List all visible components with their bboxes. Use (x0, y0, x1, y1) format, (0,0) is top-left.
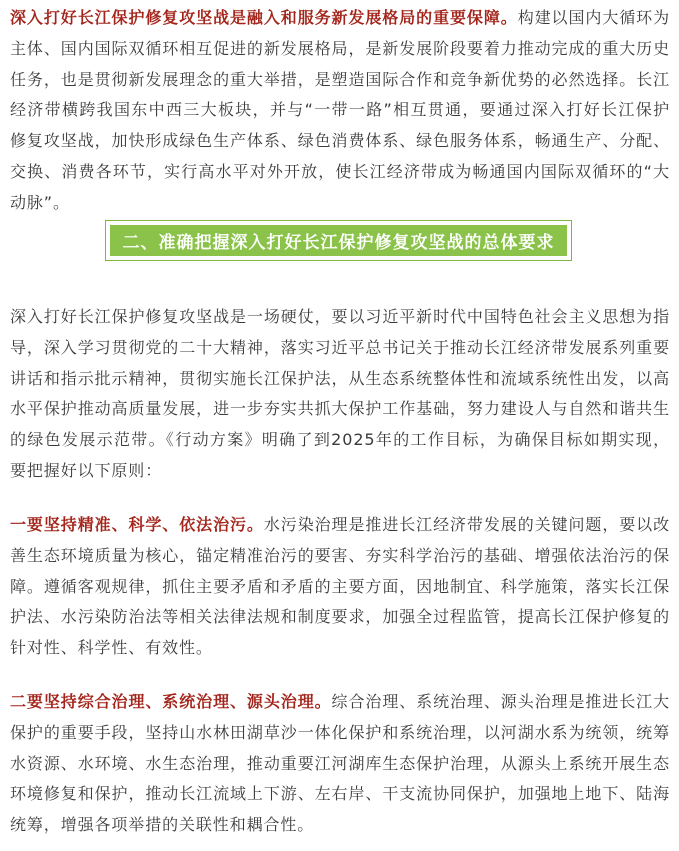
paragraph-intro (10, 302, 670, 487)
paragraph-lead: 二要坚持综合治理、系统治理、源头治理。 (10, 692, 332, 711)
paragraph-principle-2 (10, 687, 670, 841)
section-heading-title: 二、准确把握深入打好长江保护修复攻坚战的总体要求 (122, 233, 555, 253)
paragraph-body: 构建以国内大循环为主体、国内国际双循环相互促进的新发展格局，是新发展阶段要着力推动完成的重大历史任务，也是贯彻新发展理念的重大举措，是塑造国际合作和竞争新优势的必然选择。长江经济带横跨我国东中西三大板块，并与“一带一路”相互贯通，要通过深入打好长江保护修复攻坚战，加快形成绿色生产体系、绿色消费体系、绿色服务体系，畅通生产、分配、交换、消费各环节，实行高水平对外开放，使长江经济带成为畅通国内国际双循环的“大动脉”。 (10, 8, 670, 212)
paragraph-guarantee (10, 3, 670, 219)
paragraph-body: 综合治理、系统治理、源头治理是推进长江大保护的重要手段，坚持山水林田湖草沙一体化保护和系统治理，以河湖水系为统领，统筹水资源、水环境、水生态治理，推动重要江河湖库生态保护治理，从源头上系统开展生态环境修复和保护，推动长江流域上下游、左右岸、干支流协同保护，加强地上地下、陆海统筹，增强各项举措的关联性和耦合性。 (10, 692, 670, 835)
paragraph-lead: 一要坚持精准、科学、依法治污。 (10, 515, 264, 534)
paragraph-lead: 深入打好长江保护修复攻坚战是融入和服务新发展格局的重要保障。 (10, 8, 518, 27)
paragraph-principle-1 (10, 510, 670, 664)
section-heading-banner (105, 220, 572, 261)
paragraph-body: 水污染治理是推进长江经济带发展的关键问题，要以改善生态环境质量为核心，锚定精准治污的要害、夯实科学治污的基础、增强依法治污的保障。遵循客观规律，抓住主要矛盾和矛盾的主要方面，因地制宜、科学施策，落实长江保护法、水污染防治法等相关法律法规和制度要求，加强全过程监管，提高长江保护修复的针对性、科学性、有效性。 (10, 515, 670, 658)
paragraph-body: 深入打好长江保护修复攻坚战是一场硬仗，要以习近平新时代中国特色社会主义思想为指导，深入学习贯彻党的二十大精神，落实习近平总书记关于推动长江经济带发展系列重要讲话和指示批示精神，贯彻实施长江保护法，从生态系统整体性和流域系统性出发，以高水平保护推动高质量发展，进一步夯实共抓大保护工作基础，努力建设人与自然和谐共生的绿色发展示范带。《行动方案》明确了到2025年的工作目标，为确保目标如期实现，要把握好以下原则： (10, 307, 670, 480)
